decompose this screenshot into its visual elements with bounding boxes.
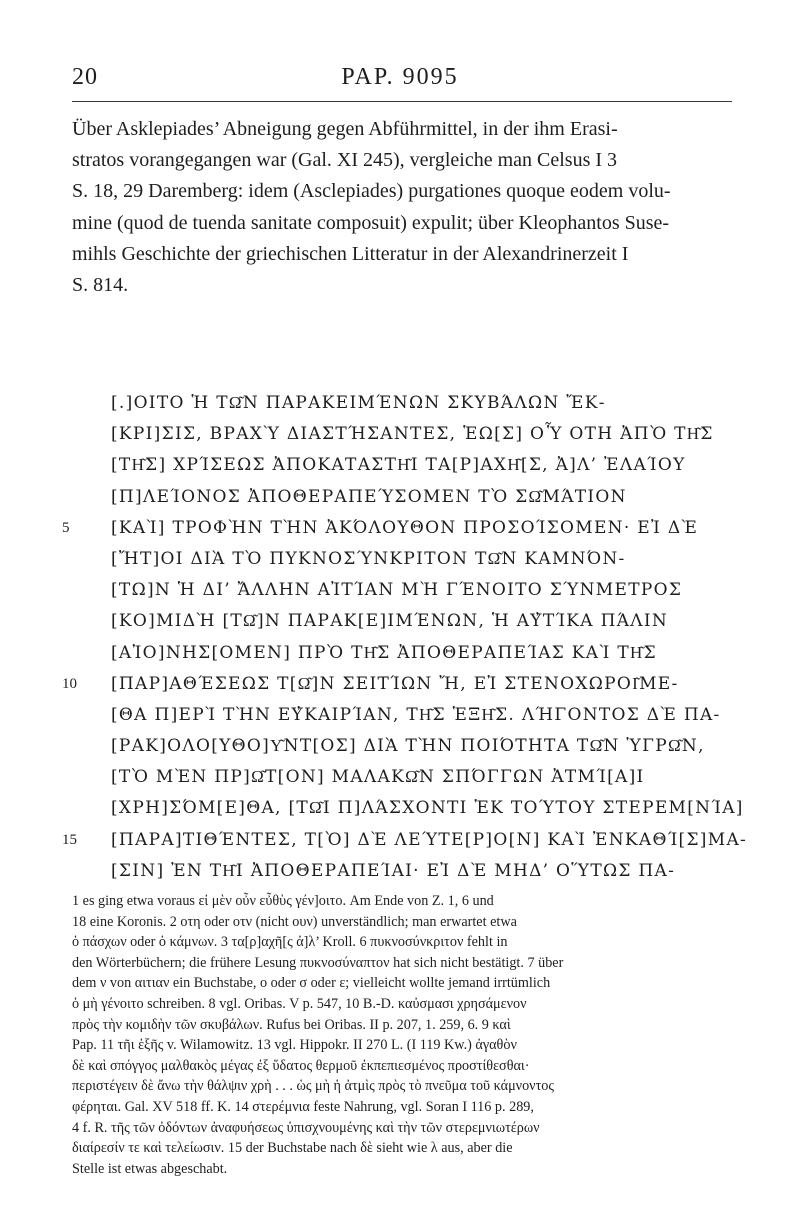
intro-paragraph	[72, 114, 736, 301]
intro-line: mihls Geschichte der griechischen Litteratur in der Alexandrinerzeit I	[72, 242, 629, 265]
footnote-line: δὲ καὶ σπόγγος μαλθακὸς μέγας ἐξ ὕδατος θερμοῦ ἐκπεπιεσμένος προστίθεσθαι·	[72, 1057, 530, 1074]
papyrus-line-text: [ΣΙΝ] ἘΝ ΤΗ͂Ι ἈΠΟΘΕΡΑΠΕΊΑΙ· ΕἸ ΔῈ ΜΗΔ’ ΟὝΤΩΣ ΠΑ-	[111, 860, 676, 881]
papyrus-line	[62, 731, 752, 762]
footnote-line: Pap. 11 τῆι ἑξῆς v. Wilamowitz. 13 vgl. Hippokr. II 270 L. (I 119 Kw.) ἀγαθὸν	[72, 1037, 517, 1054]
footnote-line: φέρηται. Gal. XV 518 ff. K. 14 στερέμνια feste Nahrung, vgl. Soran I 116 p. 289,	[72, 1098, 534, 1115]
papyrus-line	[62, 762, 752, 793]
papyrus-line-text: [ΘΑ Π]ΕΡῚ ΤῊΝ ΕΥ̓ΚΑΙΡΊΑΝ, ΤΗ͂Σ ἙΞΗ͂Σ. ΛΉΓΟΝΤΟΣ ΔῈ ΠΑ-	[111, 704, 721, 725]
footnote-line: dem ν von αιτιαν ein Buchstabe, ο oder σ oder ε; vielleicht wollte jemand irrtümlich	[72, 975, 551, 992]
line-number: 5	[62, 519, 70, 536]
intro-line: S. 814.	[72, 274, 129, 297]
footnote-line: πρὸς τὴν κομιδὴν τῶν σκυβάλων. Rufus bei Oribas. II p. 207, 1. 259, 6. 9 καὶ	[72, 1016, 511, 1033]
papyrus-line-text: [ΚΡΙ]ΣΙΣ, ΒΡΑΧῪ ΔΙΑΣΤΉΣΑΝΤΕΣ, ἙΩ[Σ] ΟὟ ΟΤΗ ἈΠῸ ΤΗ͂Σ	[111, 424, 714, 445]
papyrus-line	[62, 793, 752, 824]
papyrus-line-text: [ἬΤ]ΟΙ ΔΙᾺ ΤῸ ΠΥΚΝΟΣΎΝΚΡΙΤΟΝ ΤΩ͂Ν ΚΑΜΝΌΝ-	[111, 548, 626, 569]
papyrus-line	[62, 388, 752, 419]
papyrus-line-text: [ΤΗ͂Σ] ΧΡΊΣΕΩΣ ἈΠΟΚΑΤΑΣΤΗ͂Ι ΤΑ[Ρ]ΑΧΗ͂[Σ, Ἀ]Λ’ ἘΛΑΊΟΥ	[111, 455, 686, 476]
papyrus-line	[62, 419, 752, 450]
intro-line: S. 18, 29 Daremberg: idem (Asclepiades) purgationes quoque eodem volu-	[72, 180, 671, 203]
intro-line: Über Asklepiades’ Abneigung gegen Abführmittel, in der ihm Erasi-	[72, 118, 618, 140]
page-number: 20	[72, 64, 98, 90]
papyrus-line-text: [ΚΑῚ] ΤΡΟΦῊΝ ΤῊΝ ἈΚΌΛΟΥΘΟΝ ΠΡΟΣΟΊΣΟΜΕΝ· ΕἸ ΔῈ	[111, 517, 699, 538]
papyrus-line-text: [ΚΟ]ΜΙΔῊ [ΤΩ͂]Ν ΠΑΡΑΚ[Ε]ΙΜΈΝΩΝ, Ἡ ΑΥ̓ΤΊΚΑ ΠΆΛΙΝ	[111, 611, 669, 632]
papyrus-line	[62, 450, 752, 481]
papyrus-line-text: [.]ΟΙΤΟ Ἡ ΤΩ͂Ν ΠΑΡΑΚΕΙΜΈΝΩΝ ΣΚΥΒΆΛΩΝ ἜΚ-	[111, 393, 606, 413]
papyrus-line	[62, 482, 752, 513]
footnotes	[72, 891, 736, 1179]
papyrus-line-text: [ΑἸΟ]ΝΗΣ[ΟΜΕΝ] ΠΡῸ ΤΗ͂Σ ἈΠΟΘΕΡΑΠΕΊΑΣ ΚΑῚ ΤΗ͂Σ	[111, 642, 657, 663]
footnote-line: 4 f. R. τῆς τῶν ὀδόντων ἀναφυήσεως ὑπισχνουμένης καὶ τὴν τῶν στερεμνιωτέρων	[72, 1119, 540, 1136]
papyrus-line	[62, 544, 752, 575]
footnote-line: περιστέγειν δὲ ἄνω τὴν θάλψιν χρὴ . . . ὡς μὴ ἡ ἀτμὶς πρὸς τὸ πνεῦμα τοῦ κάμνοντος	[72, 1078, 555, 1095]
papyrus-line-text: [ΠΑΡ]ΑΘΈΣΕΩΣ Τ[Ω͂]Ν ΣΕΙΤΊΩΝ Ἤ, ΕἸ ΣΤΕΝΟΧΩΡΟΙ͂ΜΕ-	[111, 673, 679, 694]
footnote-line: ὁ μὴ γένοιτο schreiben. 8 vgl. Oribas. V p. 547, 10 B.-D. καὐσμασι χρησάμενον	[72, 995, 527, 1012]
papyrus-line-text: [ΠΑΡΑ]ΤΙΘΈΝΤΕΣ, Τ[Ὸ] ΔῈ ΛΕΎΤΕ[Ρ]Ο[Ν] ΚΑῚ ἘΝΚΑΘΊ[Σ]ΜΑ-	[111, 829, 748, 850]
footnote-line: 1 es ging etwa voraus εἰ μὲν οὖν εὖθὺς γέν]οιτο. Am Ende von Z. 1, 6 und	[72, 893, 494, 909]
page-title: PAP. 9095	[341, 64, 459, 90]
papyrus-line	[62, 700, 752, 731]
header-rule	[72, 101, 732, 102]
intro-line: mine (quod de tuenda sanitate composuit) expulit; über Kleophantos Suse-	[72, 211, 670, 234]
footnote-line: Stelle ist etwas abgeschabt.	[72, 1160, 228, 1177]
footnote-line: ὁ πάσχων oder ὁ κάμνων. 3 τα[ρ]αχῆ[ς ἀ]λ’ Kroll. 6 πυκνοσύνκριτον fehlt in	[72, 934, 508, 951]
papyrus-text	[62, 388, 752, 887]
papyrus-line-text: [ΤΩ]Ν Ἡ ΔΙ’ ἌΛΛΗΝ ΑἸΤΊΑΝ ΜῊ ΓΈΝΟΙΤΟ ΣΎΝΜΕΤΡΟΣ	[111, 580, 683, 601]
intro-line: stratos vorangegangen war (Gal. XI 245), vergleiche man Celsus I 3	[72, 149, 618, 172]
footnote-line: διαίρεσίν τε καὶ τελείωσιν. 15 der Buchstabe nach δὲ sieht wie λ aus, aber die	[72, 1140, 513, 1157]
line-number: 15	[62, 831, 77, 848]
papyrus-line	[62, 606, 752, 637]
papyrus-line	[62, 856, 752, 887]
papyrus-line-text: [ΡΑΚ]ΟΛΟ[ΥΘΟ]Υ͂ΝΤ[ΟΣ] ΔΙᾺ ΤῊΝ ΠΟΙΌΤΗΤΑ ΤΩ͂Ν ὙΓΡΩ͂Ν,	[111, 736, 705, 757]
papyrus-line-text: [Π]ΛΕΊΟΝΟΣ ἈΠΟΘΕΡΑΠΕΎΣΟΜΕΝ ΤῸ ΣΩ͂ΜΆΤΙΟΝ	[111, 486, 627, 507]
papyrus-line	[62, 575, 752, 606]
papyrus-line	[62, 638, 752, 669]
papyrus-line	[62, 825, 752, 856]
papyrus-line	[62, 513, 752, 544]
line-number: 10	[62, 675, 77, 692]
footnote-line: den Wörterbüchern; die frühere Lesung πυκνοσύναπτον hat sich nicht bestätigt. 7 über	[72, 954, 564, 971]
footnote-line: 18 eine Koronis. 2 οτη oder οτν (nicht ουν) unverständlich; man erwartet etwa	[72, 913, 517, 930]
running-header	[0, 64, 800, 98]
papyrus-line	[62, 669, 752, 700]
papyrus-line-text: [ΧΡΗ]ΣΌΜ[Ε]ΘΑ, [ΤΩ͂Ι Π]ΛΆΣΧΟΝΤΙ ἘΚ ΤΟΎΤΟΥ ΣΤΕΡΕΜ[ΝΊΑ]	[111, 798, 744, 819]
papyrus-line-text: [ΤῸ ΜῈΝ ΠΡ]Ω͂Τ[ΟΝ] ΜΑΛΑΚΩ͂Ν ΣΠΌΓΓΩΝ ἈΤΜΊ[Α]Ι	[111, 767, 645, 788]
